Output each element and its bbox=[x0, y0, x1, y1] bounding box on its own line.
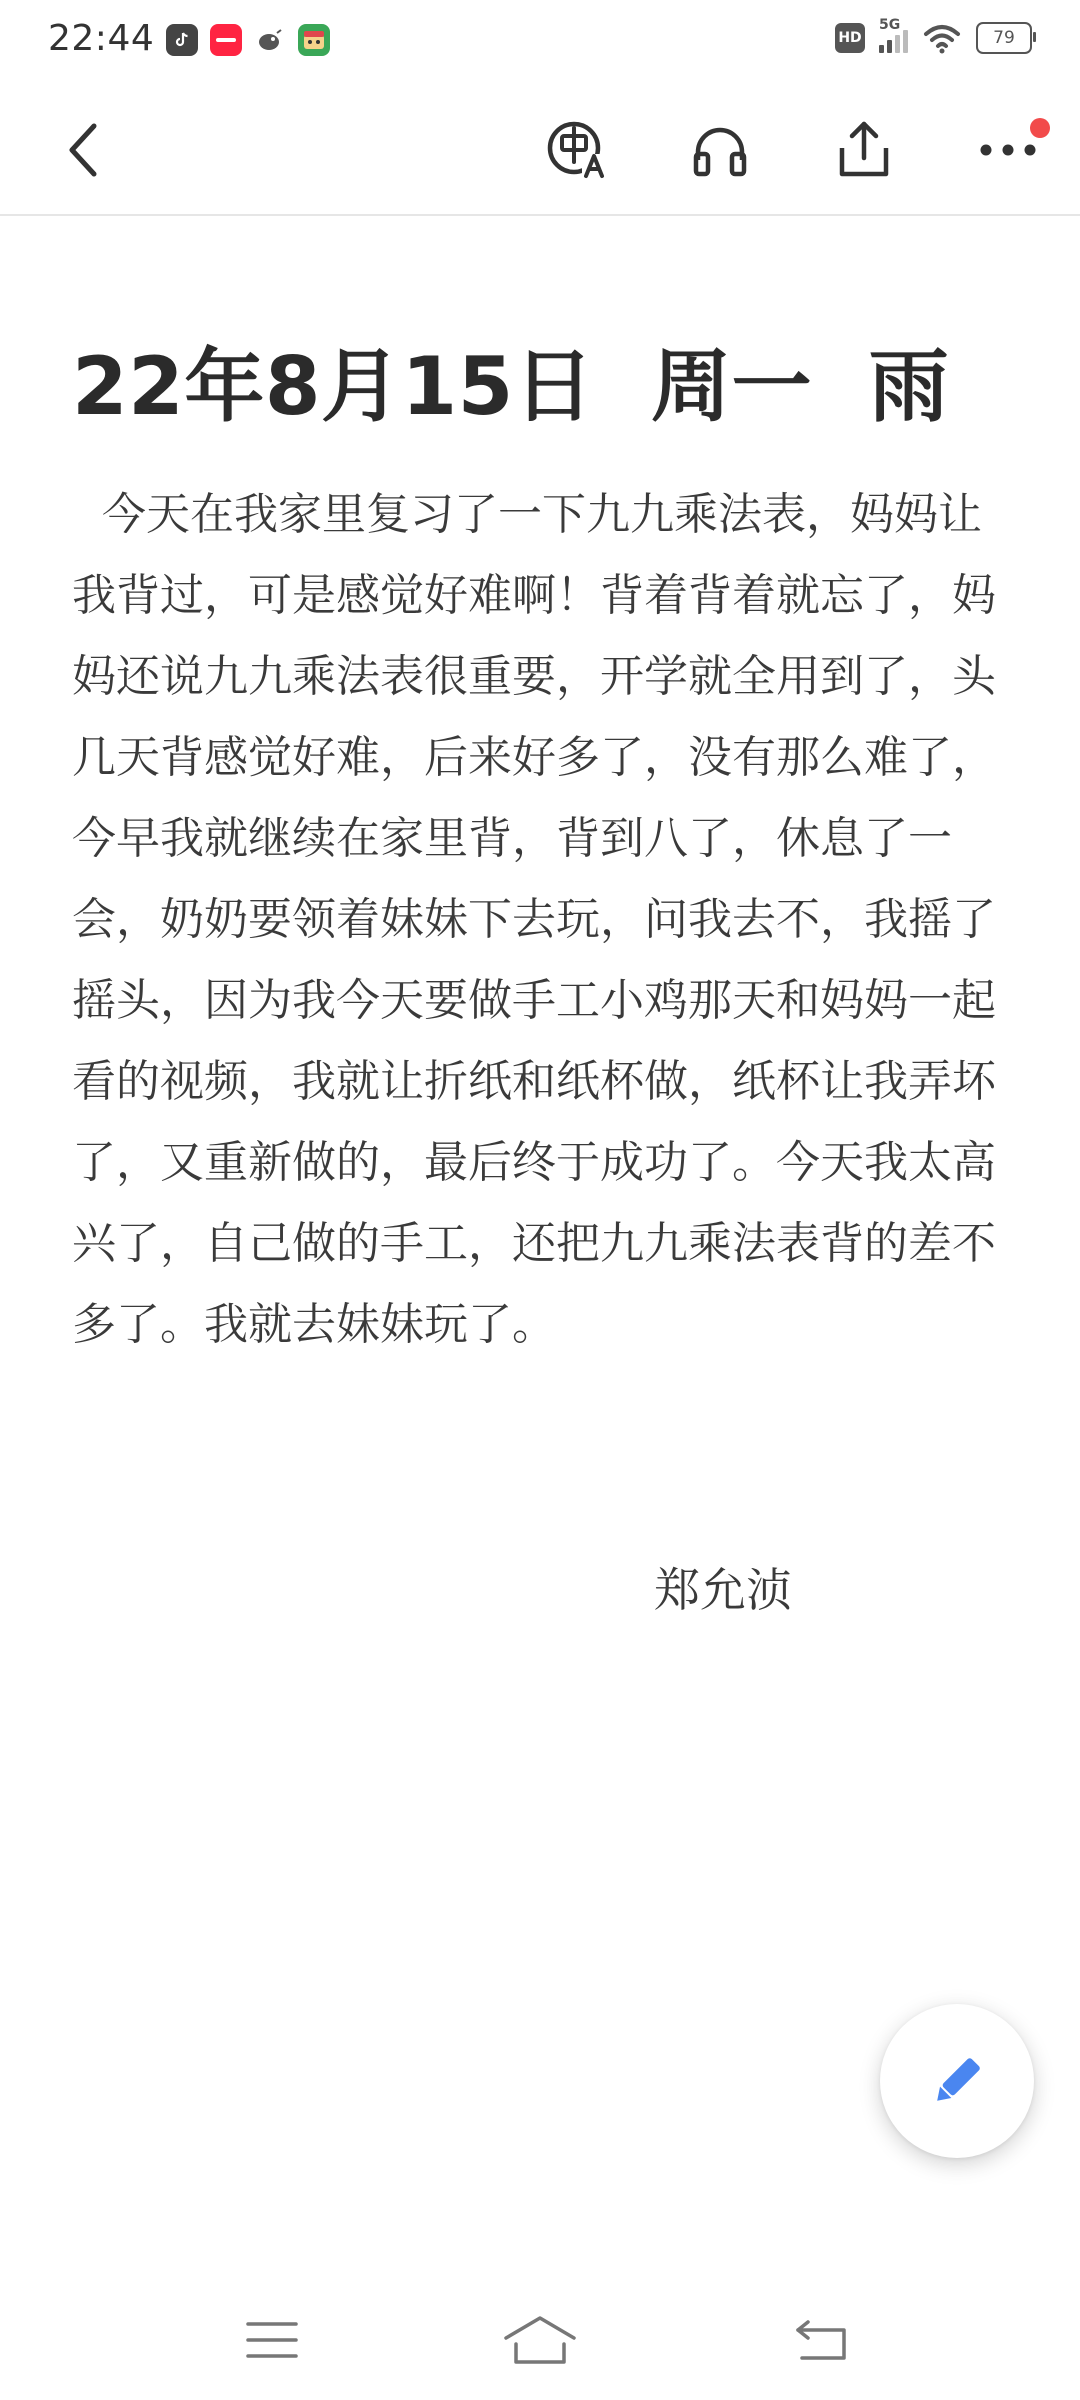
signal-icon bbox=[879, 17, 908, 53]
home-button[interactable] bbox=[500, 2310, 580, 2370]
edit-note-button[interactable] bbox=[880, 2004, 1034, 2158]
recent-apps-button[interactable] bbox=[232, 2310, 312, 2370]
share-button[interactable] bbox=[826, 112, 902, 188]
more-options-button[interactable] bbox=[970, 112, 1046, 188]
notification-dot bbox=[1030, 118, 1050, 138]
headphones-icon bbox=[690, 120, 750, 180]
menu-icon bbox=[244, 2318, 300, 2362]
edit-pen-icon bbox=[927, 2051, 987, 2111]
home-icon bbox=[502, 2314, 578, 2366]
system-nav-bar bbox=[0, 2280, 1080, 2400]
network-type: 5G bbox=[879, 17, 901, 33]
wifi-icon bbox=[922, 22, 962, 54]
tiktok-icon bbox=[166, 24, 198, 56]
back-button[interactable] bbox=[46, 112, 122, 188]
status-bar bbox=[0, 0, 1080, 84]
bird-app-icon bbox=[254, 24, 286, 56]
read-aloud-button[interactable] bbox=[682, 112, 758, 188]
share-icon bbox=[836, 120, 892, 180]
translate-icon bbox=[544, 118, 608, 182]
translate-button[interactable] bbox=[538, 112, 614, 188]
status-time: 22:44 bbox=[48, 18, 155, 59]
system-back-button[interactable] bbox=[782, 2310, 862, 2370]
note-body[interactable]: 今天在我家里复习了一下九九乘法表，妈妈让我背过，可是感觉好难啊！背着背着就忘了，妈妈还说九九乘法表很重要，开学就全用到了，头几天背感觉好难，后来好多了，没有那么难了，今早我就继续在家里背，背到八了，休息了一会，奶奶要领着妹妹下去玩，问我去不，我摇了摇头，因为我今天要做手工小鸡那天和妈妈一起看的视频，我就让折纸和纸杯做，纸杯让我弄坏了，又重新做的，最后终于成功了。今天我太高兴了，自己做的手工，还把九九乘法表背的差不多了。我就去妹妹玩了。 bbox=[72, 489, 996, 1350]
note-signature[interactable]: 郑允浈 bbox=[654, 1563, 792, 1617]
notification-icons bbox=[166, 24, 330, 56]
back-arrow-icon bbox=[64, 120, 104, 180]
more-icon bbox=[978, 140, 1038, 160]
note-toolbar bbox=[0, 84, 1080, 216]
game-app-icon bbox=[298, 24, 330, 56]
note-title[interactable]: 22年8月15日 周一 雨 bbox=[72, 340, 950, 433]
hd-voice-badge: HD bbox=[835, 23, 865, 53]
battery-indicator: 79 bbox=[976, 22, 1032, 54]
system-status-icons bbox=[835, 17, 1032, 54]
xiaohongshu-icon bbox=[210, 24, 242, 56]
return-icon bbox=[792, 2316, 852, 2364]
